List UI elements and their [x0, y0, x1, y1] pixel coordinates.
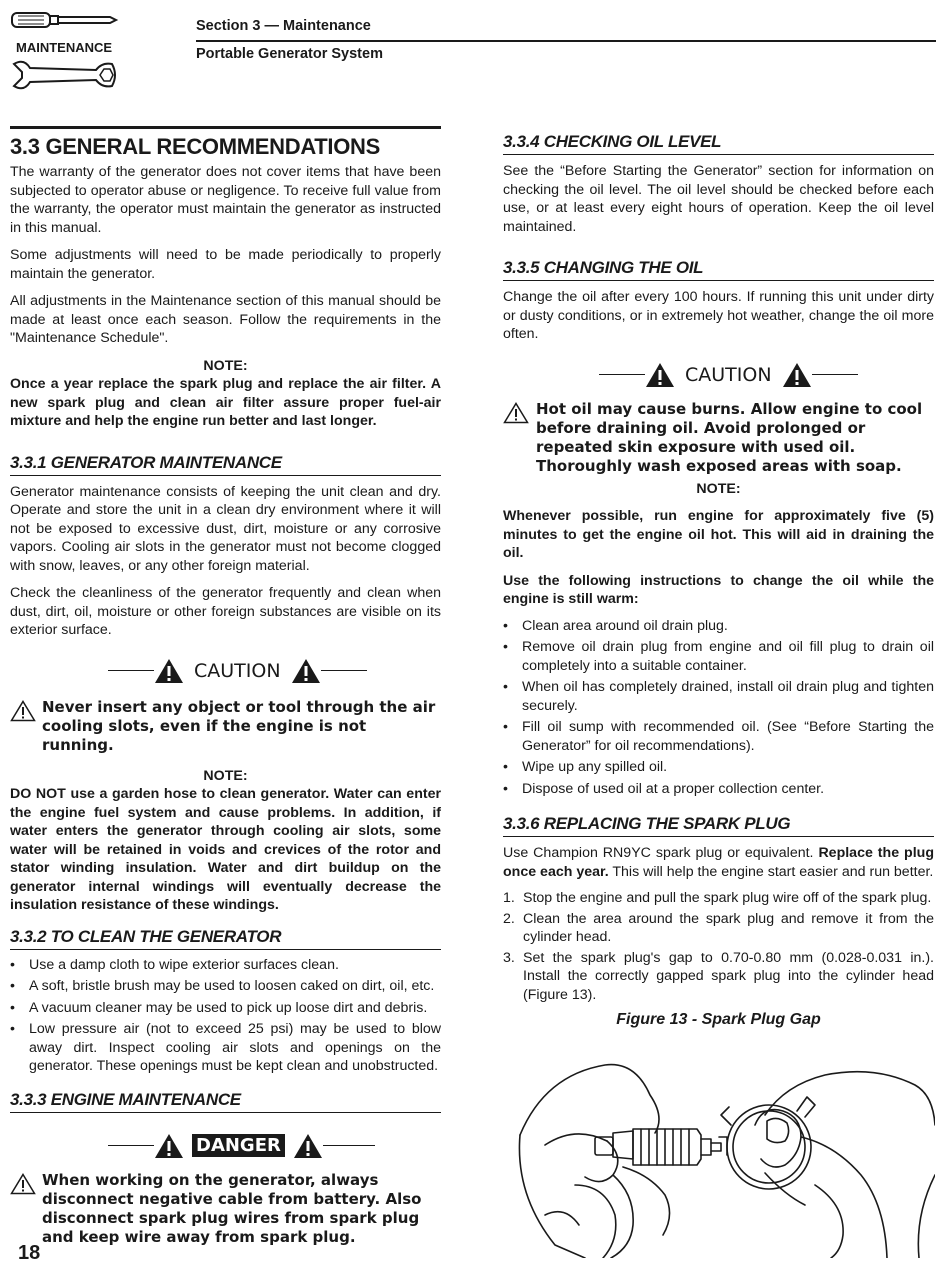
danger-text: When working on the generator, always disconnect negative cable from battery. Also disconnect spark plug wires from spark plug and keep wire away from spark plug.	[42, 1170, 422, 1246]
danger-word: DANGER	[192, 1134, 285, 1157]
logo-label: MAINTENANCE	[16, 40, 113, 55]
warning-triangle-icon	[154, 1133, 184, 1159]
section-heading-3-3-5: 3.3.5 CHANGING THE OIL	[503, 258, 934, 281]
warning-triangle-icon	[645, 362, 675, 388]
paragraph: Change the oil after every 100 hours. If running this unit under dirty or dusty conditions, or in extremely hot weather, change the oil more often.	[503, 289, 934, 342]
left-column	[10, 126, 441, 1247]
list-item: • Wipe up any spilled oil.	[503, 759, 668, 775]
caution-banner	[599, 362, 934, 388]
section-heading-3-3-4: 3.3.4 CHECKING OIL LEVEL	[503, 132, 934, 155]
instructions-text: Use the following instructions to change the oil while the engine is still warm:	[503, 572, 934, 607]
right-column	[503, 132, 934, 1030]
section-heading-3-3-1: 3.3.1 GENERATOR MAINTENANCE	[10, 453, 441, 476]
section-heading-3-3-6: 3.3.6 REPLACING THE SPARK PLUG	[503, 814, 934, 837]
list-item: • When oil has completely drained, install oil drain plug and tighten securely.	[503, 679, 934, 714]
list-item: • Fill oil sump with recommended oil. (See “Before Starting the Generator” for oil recommendations).	[503, 719, 934, 754]
header-subtitle: Portable Generator System	[196, 46, 383, 62]
header-rule	[196, 40, 936, 42]
paragraph: Generator maintenance consists of keeping the unit clean and dry. Operate and store the unit in a clean dry environment where it will not be exposed to excessive dust, dirt, moisture or any corrosive vapors. Cooling air slots in the generator must not become clogged with snow, leaves, or any other foreign material.	[10, 483, 441, 574]
section-heading-3-3: 3.3 GENERAL RECOMMENDATIONS	[10, 126, 441, 159]
caution-word: CAUTION	[194, 659, 281, 682]
note-label: NOTE:	[696, 480, 741, 497]
warning-triangle-icon	[291, 658, 321, 684]
maintenance-logo	[10, 8, 120, 92]
warning-outline-icon	[10, 700, 36, 722]
note-text: DO NOT use a garden hose to clean generator. Water can enter the engine fuel system and cause problems. In addition, if water enters the generator through cooling air slots, some water will be retained in voids and crevices of the rotor and stator winding insulation. Water and dirt buildup on the generator internal windings will eventually decrease the insulation resistance of these windings.	[10, 786, 441, 913]
paragraph: Use Champion RN9YC spark plug or equivalent. Replace the plug once each year. This will help the engine start easier and run better.	[503, 845, 934, 880]
section-heading-3-3-3: 3.3.3 ENGINE MAINTENANCE	[10, 1090, 441, 1113]
numbered-list	[503, 889, 934, 1004]
list-item: 3. Set the spark plug's gap to 0.70-0.80 mm (0.028-0.031 in.). Install the correctly gapped spark plug into the cylinder head (Figure 13).	[503, 949, 934, 1003]
list-item: • A vacuum cleaner may be used to pick up loose dirt and debris.	[10, 999, 428, 1016]
warning-triangle-icon	[154, 658, 184, 684]
paragraph: Check the cleanliness of the generator frequently and clean when dust, dirt, oil, moisture or other foreign substances are visible on its exterior surface.	[10, 585, 441, 638]
paragraph: See the “Before Starting the Generator” section for information on checking the oil level. The oil level should be checked before each use, or at least every eight hours of operation. Keep the oil level maintained.	[503, 163, 934, 235]
warning-triangle-icon	[782, 362, 812, 388]
list-item: • Remove oil drain plug from engine and oil fill plug to drain oil completely into a suitable container.	[503, 639, 934, 674]
warning-outline-icon	[10, 1173, 36, 1195]
note-text: Once a year replace the spark plug and replace the air filter. A new spark plug and clean air filter assure proper fuel-air mixture and help the engine run better and last longer.	[10, 376, 441, 429]
bullet-list	[503, 617, 934, 799]
list-item: • Low pressure air (not to exceed 25 psi) may be used to blow away dirt. Inspect cooling air slots and openings on the generator. These openings must be kept clean and unobstructed.	[10, 1021, 441, 1074]
danger-banner	[108, 1133, 441, 1159]
caution-text: Never insert any object or tool through the air cooling slots, even if the engine is not running.	[42, 697, 436, 754]
bullet-list	[10, 956, 441, 1076]
caution-message	[10, 698, 441, 755]
note-label: NOTE:	[203, 357, 248, 374]
figure-caption: Figure 13 - Spark Plug Gap	[616, 1011, 821, 1028]
list-item: • Dispose of used oil at a proper collection center.	[503, 780, 825, 797]
list-item: • Use a damp cloth to wipe exterior surfaces clean.	[10, 956, 339, 973]
paragraph: The warranty of the generator does not cover items that have been subjected to operator abuse or negligence. To receive full value from the warranty, the operator must maintain the generator as instructed in this manual.	[10, 164, 441, 236]
caution-text: Hot oil may cause burns. Allow engine to cool before draining oil. Avoid prolonged or repeated skin exposure with used oil. Thoroughly wash exposed areas with soap.	[536, 399, 923, 475]
screwdriver-icon	[10, 8, 120, 32]
paragraph: All adjustments in the Maintenance section of this manual should be made at least once each season. Follow the requirements in the "Maintenance Schedule".	[10, 293, 441, 346]
warning-triangle-icon	[293, 1133, 323, 1159]
section-heading-3-3-2: 3.3.2 TO CLEAN THE GENERATOR	[10, 927, 441, 950]
caution-word: CAUTION	[685, 363, 772, 386]
wrench-icon	[10, 58, 120, 92]
list-item: 2. Clean the area around the spark plug and remove it from the cylinder head.	[503, 910, 934, 945]
note-text: Whenever possible, run engine for approximately five (5) minutes to get the engine oil hot. This will aid in draining the oil.	[503, 508, 934, 561]
caution-message	[503, 400, 934, 476]
list-item: • Clean area around oil drain plug.	[503, 617, 728, 634]
paragraph: Some adjustments will need to be made periodically to properly maintain the generator.	[10, 247, 441, 282]
list-item: • A soft, bristle brush may be used to loosen caked on dirt, oil, etc.	[10, 978, 435, 994]
header-section-title: Section 3 — Maintenance	[196, 18, 371, 34]
list-item: 1. Stop the engine and pull the spark plug wire off of the spark plug.	[503, 890, 932, 906]
warning-outline-icon	[503, 402, 529, 424]
danger-message	[10, 1171, 422, 1247]
spark-plug-gap-illustration	[515, 1055, 935, 1258]
caution-banner	[108, 658, 441, 684]
note-label: NOTE:	[203, 767, 248, 784]
page-number: 18	[18, 1242, 41, 1264]
